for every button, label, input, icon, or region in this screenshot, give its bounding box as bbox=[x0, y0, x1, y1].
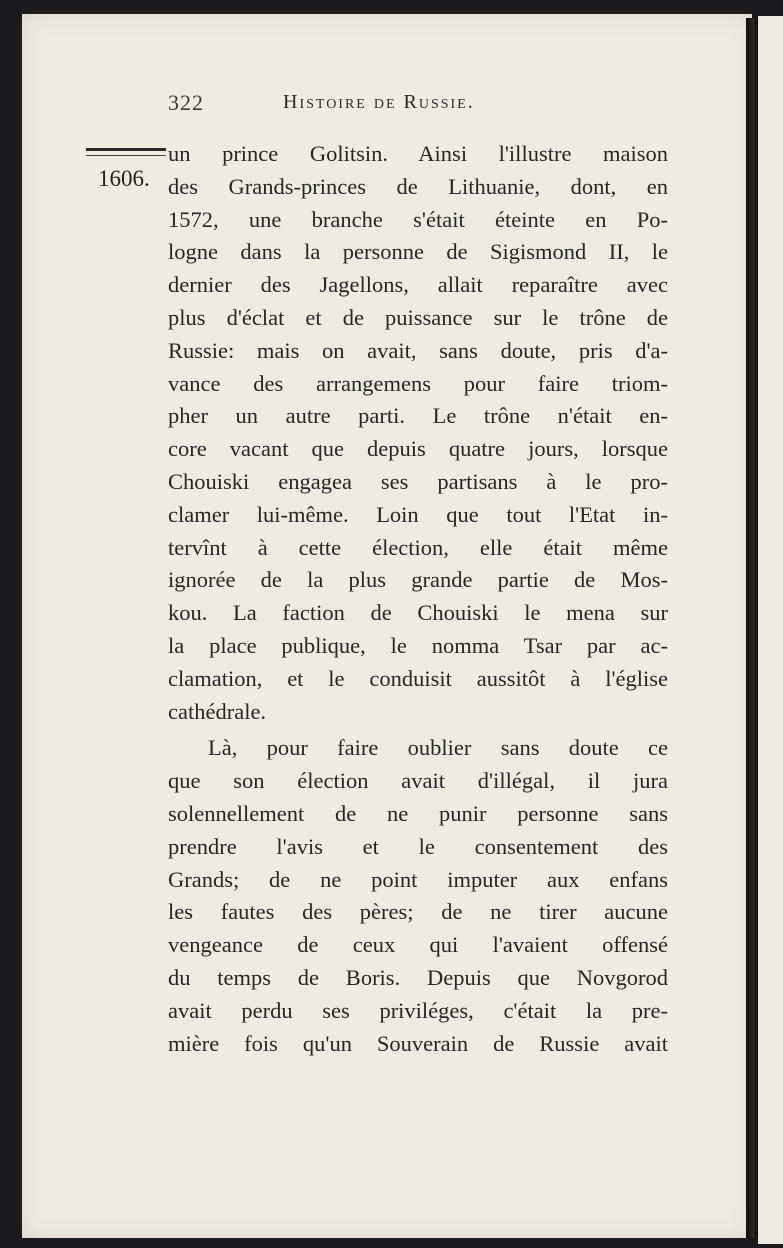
page-number: 322 bbox=[168, 90, 204, 115]
text-line: core vacant que depuis quatre jours, lorsque bbox=[168, 436, 668, 462]
margin-rule bbox=[86, 148, 166, 151]
text-line: clamation, et le conduisit aussitôt à l'église bbox=[168, 665, 668, 691]
text-line: kou. La faction de Chouiski le mena sur bbox=[168, 600, 668, 626]
text-line: des Grands-princes de Lithuanie, dont, en bbox=[168, 173, 668, 199]
margin-rule-thin bbox=[86, 155, 166, 156]
text-line: dernier des Jagellons, allait reparaître avec bbox=[168, 272, 668, 298]
text-line: du temps de Boris. Depuis que Novgorod bbox=[168, 964, 668, 990]
text-line: cathédrale. bbox=[168, 698, 267, 724]
page-gutter-shadow bbox=[746, 18, 758, 1238]
text-line: Grands; de ne point imputer aux enfans bbox=[168, 866, 668, 892]
paragraph-1 bbox=[168, 138, 668, 728]
adjacent-page-edge bbox=[758, 16, 783, 1244]
text-line: vance des arrangemens pour faire triom- bbox=[168, 370, 668, 396]
text-line: tervînt à cette élection, elle était même bbox=[168, 534, 668, 560]
body-text bbox=[168, 138, 668, 1060]
text-line: plus d'éclat et de puissance sur le trône de bbox=[168, 304, 668, 330]
paragraph-2 bbox=[168, 732, 668, 1060]
text-line: avait perdu ses priviléges, c'était la pre- bbox=[168, 997, 668, 1023]
text-line: pher un autre parti. Le trône n'était en- bbox=[168, 403, 668, 429]
text-line: un prince Golitsin. Ainsi l'illustre maison bbox=[168, 141, 668, 166]
text-line: Chouiski engagea ses partisans à le pro- bbox=[168, 468, 668, 494]
text-line: solennellement de ne punir personne sans bbox=[168, 800, 668, 826]
text-line: logne dans la personne de Sigismond II, le bbox=[168, 239, 668, 265]
page-header bbox=[168, 90, 668, 120]
text-line: Russie: mais on avait, sans doute, pris d'a- bbox=[168, 337, 668, 363]
text-line: mière fois qu'un Souverain de Russie avait bbox=[168, 1030, 668, 1056]
text-line: clamer lui-même. Loin que tout l'Etat in- bbox=[168, 501, 668, 527]
text-line: les fautes des pères; de ne tirer aucune bbox=[168, 899, 668, 925]
margin-year: 1606. bbox=[98, 166, 150, 191]
text-line: que son élection avait d'illégal, il jura bbox=[168, 768, 668, 794]
text-line: ignorée de la plus grande partie de Mos- bbox=[168, 567, 668, 593]
text-line: vengeance de ceux qui l'avaient offensé bbox=[168, 932, 668, 958]
text-line: 1572, une branche s'était éteinte en Po- bbox=[168, 206, 668, 232]
text-line: Là, pour faire oublier sans doute ce bbox=[208, 735, 668, 761]
text-line: la place publique, le nomma Tsar par ac- bbox=[168, 632, 668, 658]
text-line: prendre l'avis et le consentement des bbox=[168, 833, 668, 859]
running-title: Histoire de Russie. bbox=[283, 91, 475, 113]
